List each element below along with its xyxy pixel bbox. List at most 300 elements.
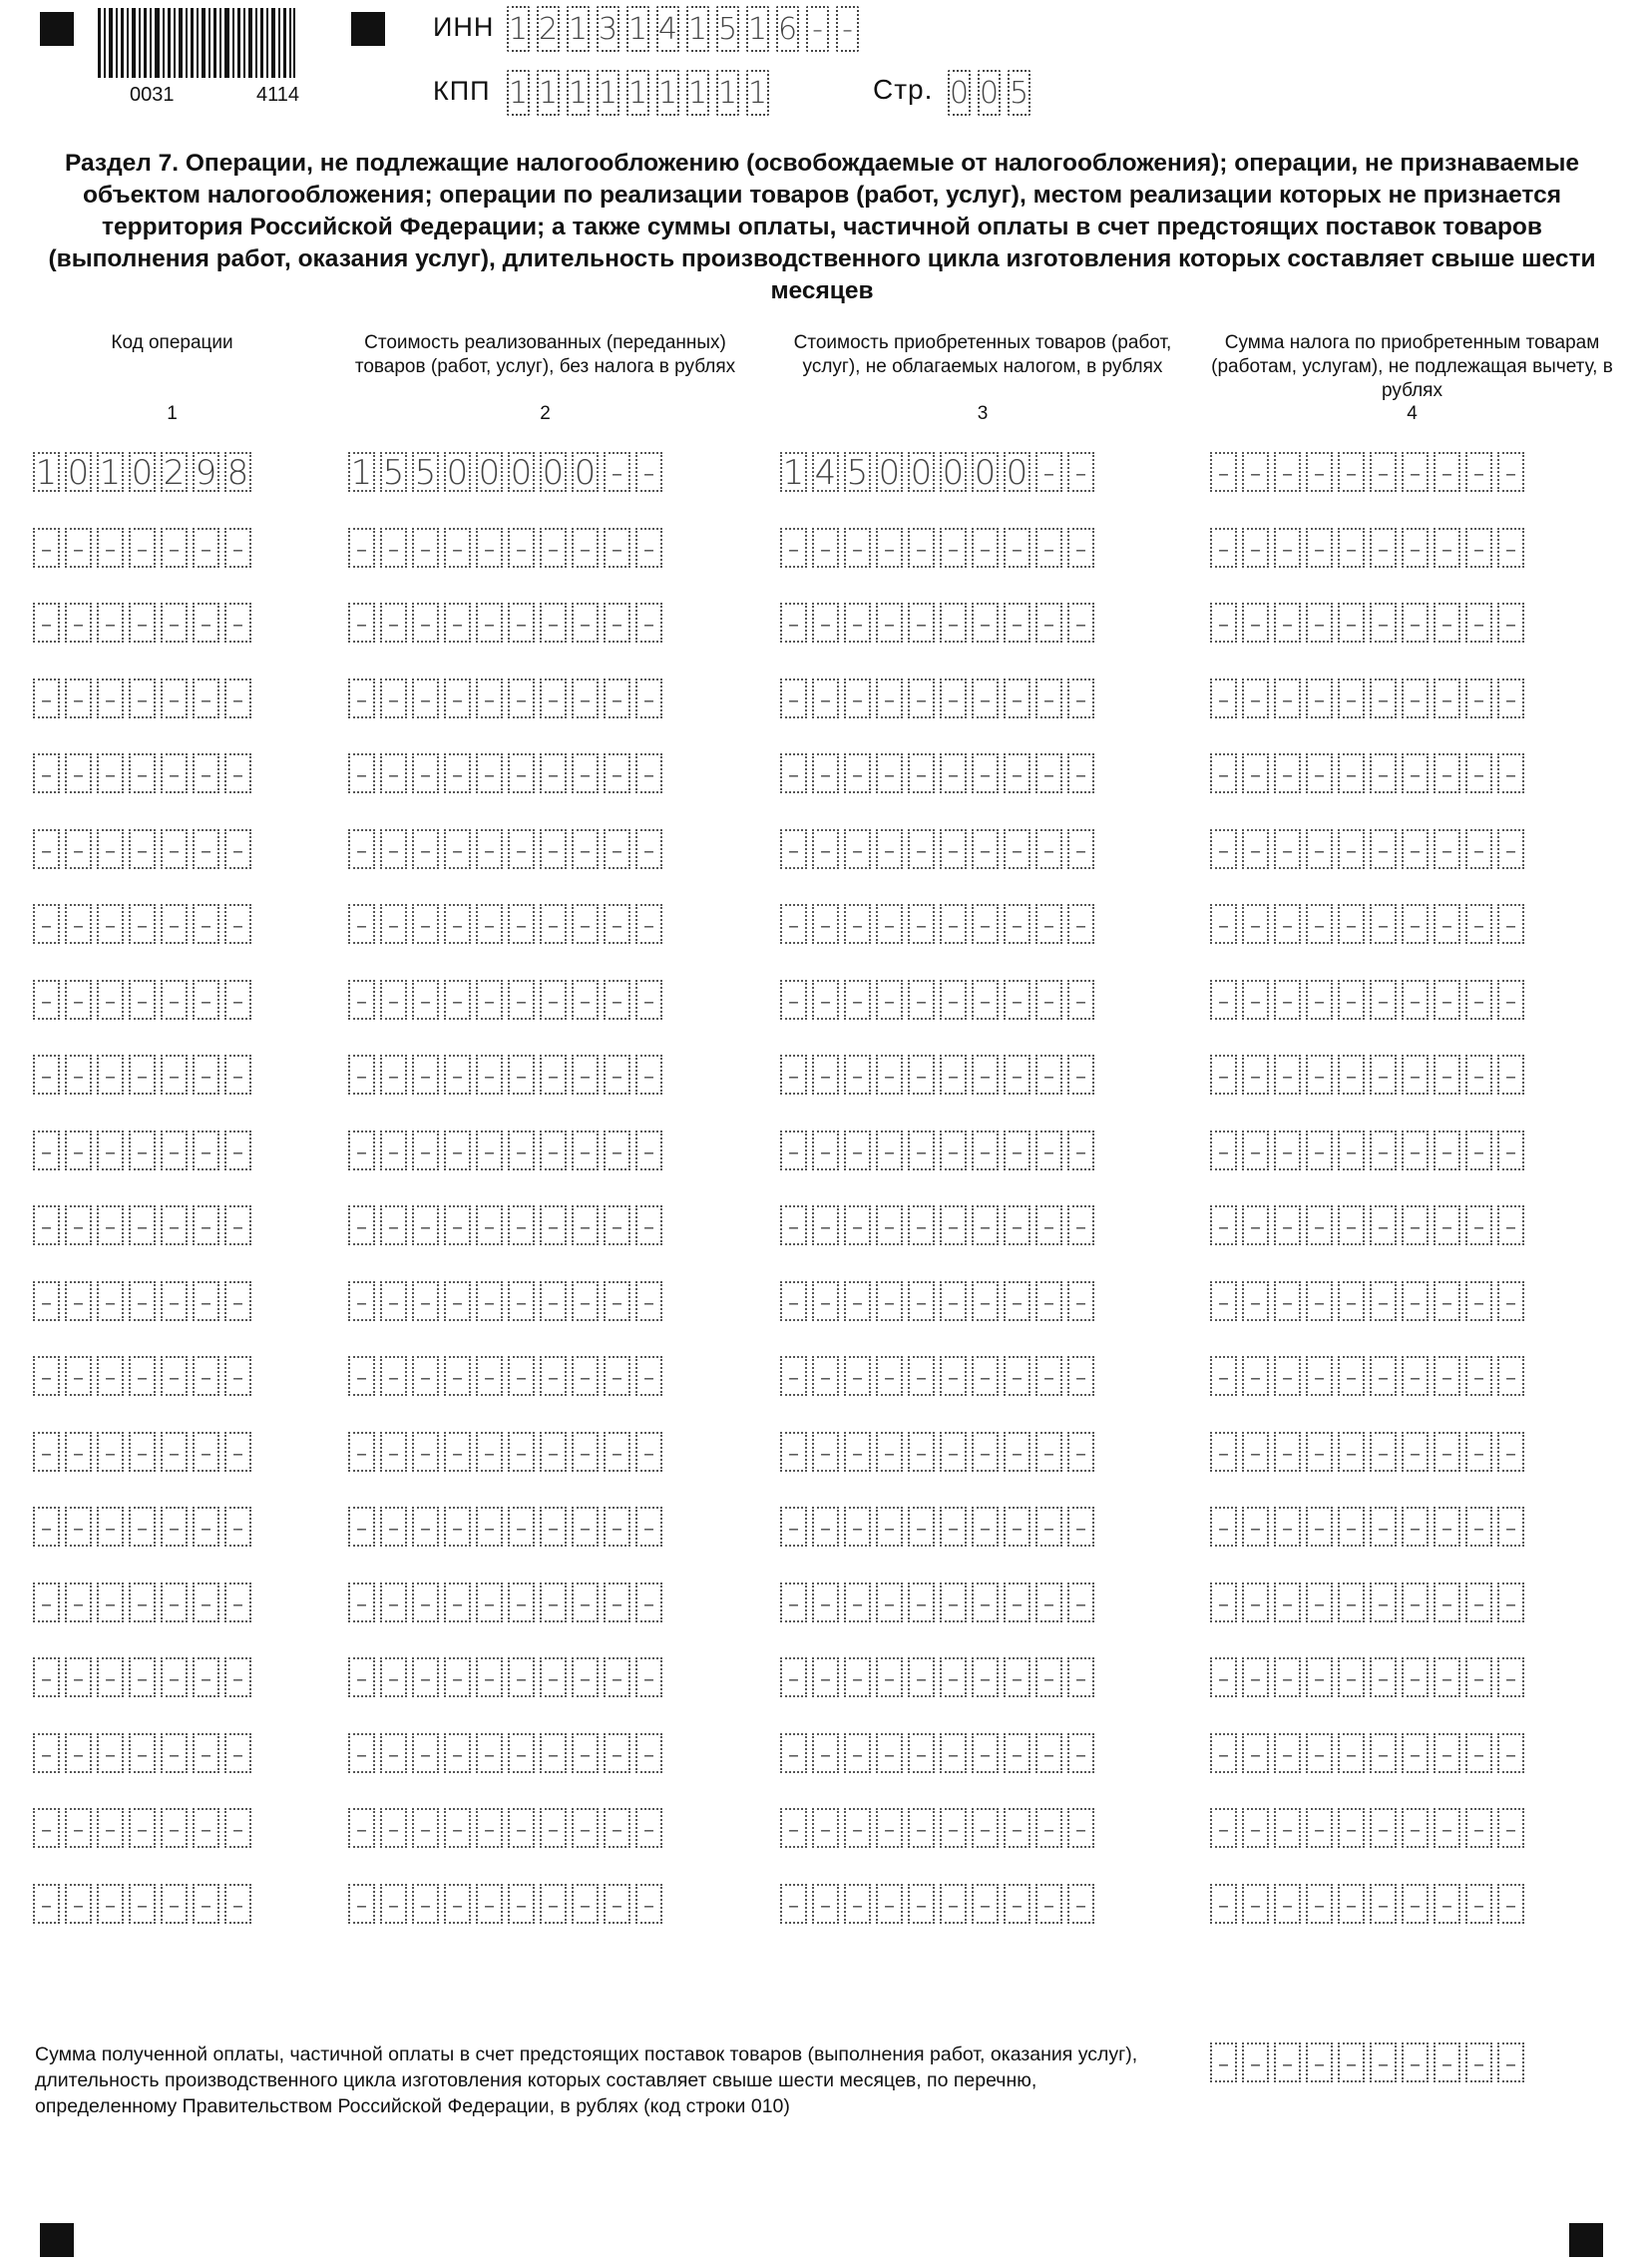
table-cell[interactable]: - — [380, 1507, 407, 1547]
table-row-col3[interactable] — [780, 829, 1094, 869]
table-cell[interactable]: - — [604, 603, 630, 643]
table-cell[interactable]: - — [33, 1657, 60, 1697]
table-cell[interactable]: - — [65, 753, 92, 793]
table-cell[interactable]: - — [604, 528, 630, 568]
table-row-col4[interactable] — [1210, 1884, 1524, 1924]
kpp-cell[interactable]: 1 — [746, 70, 769, 116]
table-cell[interactable]: - — [476, 1281, 503, 1321]
table-cell[interactable]: - — [508, 679, 535, 718]
table-cell[interactable]: - — [1338, 980, 1365, 1020]
table-cell[interactable]: - — [1306, 1507, 1333, 1547]
table-cell[interactable]: - — [1465, 829, 1492, 869]
table-cell[interactable]: - — [476, 603, 503, 643]
table-cell[interactable]: - — [540, 1733, 567, 1773]
table-cell[interactable]: - — [476, 980, 503, 1020]
table-cell[interactable]: - — [940, 1507, 967, 1547]
table-cell[interactable]: - — [1370, 679, 1397, 718]
table-cell[interactable]: - — [1035, 1583, 1062, 1622]
table-cell[interactable]: - — [604, 679, 630, 718]
table-cell[interactable]: - — [1242, 452, 1269, 492]
table-cell[interactable]: - — [635, 829, 662, 869]
table-cell[interactable]: - — [1434, 1733, 1460, 1773]
table-cell[interactable]: - — [1242, 829, 1269, 869]
table-cell[interactable]: - — [348, 528, 375, 568]
table-cell[interactable]: - — [348, 1733, 375, 1773]
table-cell[interactable]: 0 — [476, 452, 503, 492]
table-cell[interactable]: - — [1434, 1356, 1460, 1396]
table-cell[interactable]: - — [508, 1583, 535, 1622]
table-cell[interactable]: - — [780, 980, 807, 1020]
table-cell[interactable]: - — [1434, 1281, 1460, 1321]
table-cell[interactable]: - — [380, 1432, 407, 1472]
table-cell[interactable]: 1 — [348, 452, 375, 492]
table-row-col2[interactable] — [348, 679, 662, 718]
table-cell[interactable]: - — [33, 1808, 60, 1848]
table-cell[interactable]: - — [812, 829, 839, 869]
table-cell[interactable]: - — [1004, 829, 1030, 869]
table-cell[interactable]: - — [444, 1657, 471, 1697]
table-cell[interactable]: - — [1035, 1884, 1062, 1924]
table-row-col3[interactable] — [780, 528, 1094, 568]
table-cell[interactable]: - — [508, 753, 535, 793]
table-row-col4[interactable] — [1210, 603, 1524, 643]
table-cell[interactable]: - — [129, 1356, 156, 1396]
table-cell[interactable]: - — [908, 528, 935, 568]
table-cell[interactable]: - — [908, 1356, 935, 1396]
table-cell[interactable]: - — [1067, 1356, 1094, 1396]
table-row-col2[interactable] — [348, 1205, 662, 1245]
table-cell[interactable]: - — [604, 980, 630, 1020]
table-cell[interactable]: - — [193, 603, 219, 643]
table-cell[interactable]: - — [1370, 1205, 1397, 1245]
table-cell[interactable]: - — [1274, 1583, 1301, 1622]
table-cell[interactable]: - — [908, 1657, 935, 1697]
table-cell[interactable]: - — [780, 1733, 807, 1773]
table-cell[interactable]: - — [604, 753, 630, 793]
table-cell[interactable]: - — [1402, 1733, 1429, 1773]
table-cell[interactable]: - — [1338, 1657, 1365, 1697]
table-cell[interactable]: - — [193, 1507, 219, 1547]
table-cell[interactable]: - — [1465, 1884, 1492, 1924]
table-cell[interactable]: - — [1067, 1884, 1094, 1924]
table-cell[interactable]: - — [780, 904, 807, 944]
table-cell[interactable]: - — [97, 1733, 124, 1773]
table-cell[interactable]: - — [193, 829, 219, 869]
table-row-col2[interactable] — [348, 904, 662, 944]
table-cell[interactable]: - — [540, 1808, 567, 1848]
table-cell[interactable]: - — [1210, 1808, 1237, 1848]
table-cell[interactable]: 8 — [224, 452, 251, 492]
table-cell[interactable]: - — [1274, 1657, 1301, 1697]
table-cell[interactable]: - — [540, 1055, 567, 1095]
table-cell[interactable]: - — [348, 1432, 375, 1472]
table-cell[interactable]: - — [1402, 753, 1429, 793]
table-cell[interactable]: - — [1004, 1733, 1030, 1773]
footer-amount-cell[interactable]: - — [1338, 2042, 1365, 2082]
table-cell[interactable]: - — [1004, 1507, 1030, 1547]
table-cell[interactable]: - — [812, 603, 839, 643]
table-cell[interactable]: - — [444, 829, 471, 869]
table-cell[interactable]: - — [780, 679, 807, 718]
table-cell[interactable]: - — [65, 1733, 92, 1773]
table-cell[interactable]: - — [508, 528, 535, 568]
table-cell[interactable]: - — [1434, 904, 1460, 944]
table-cell[interactable]: - — [635, 1657, 662, 1697]
table-cell[interactable]: - — [380, 1281, 407, 1321]
table-cell[interactable]: - — [129, 980, 156, 1020]
table-cell[interactable]: - — [1465, 1432, 1492, 1472]
table-cell[interactable]: - — [604, 1808, 630, 1848]
table-cell[interactable]: - — [844, 1281, 871, 1321]
table-cell[interactable]: - — [1338, 1131, 1365, 1170]
table-cell[interactable]: - — [1210, 1583, 1237, 1622]
table-row-col1[interactable] — [33, 1055, 251, 1095]
table-cell[interactable]: - — [1370, 528, 1397, 568]
table-cell[interactable]: - — [193, 980, 219, 1020]
table-cell[interactable]: - — [1370, 1583, 1397, 1622]
table-cell[interactable]: - — [1210, 1733, 1237, 1773]
table-row-col4[interactable] — [1210, 753, 1524, 793]
page-cell[interactable]: 0 — [948, 70, 971, 116]
table-cell[interactable]: - — [604, 1432, 630, 1472]
table-row-col2[interactable] — [348, 753, 662, 793]
table-row-col3[interactable] — [780, 1507, 1094, 1547]
table-cell[interactable]: - — [1242, 1583, 1269, 1622]
table-cell[interactable]: 5 — [380, 452, 407, 492]
table-cell[interactable]: - — [844, 1657, 871, 1697]
table-cell[interactable]: - — [65, 1055, 92, 1095]
table-cell[interactable]: - — [1402, 1507, 1429, 1547]
table-cell[interactable]: - — [844, 1884, 871, 1924]
table-cell[interactable]: - — [193, 1281, 219, 1321]
table-cell[interactable]: - — [572, 1356, 599, 1396]
table-cell[interactable]: - — [508, 1432, 535, 1472]
table-cell[interactable]: - — [1306, 679, 1333, 718]
table-cell[interactable]: - — [1497, 1055, 1524, 1095]
table-row-col3[interactable] — [780, 1808, 1094, 1848]
footer-amount-field[interactable] — [1210, 2042, 1524, 2082]
table-cell[interactable]: - — [604, 1884, 630, 1924]
table-cell[interactable]: - — [1242, 603, 1269, 643]
table-cell[interactable]: - — [940, 1205, 967, 1245]
table-cell[interactable]: - — [1434, 528, 1460, 568]
table-cell[interactable]: - — [876, 1281, 903, 1321]
table-cell[interactable]: - — [444, 603, 471, 643]
table-cell[interactable]: - — [65, 1356, 92, 1396]
table-cell[interactable]: - — [604, 1657, 630, 1697]
table-cell[interactable]: - — [1210, 753, 1237, 793]
table-cell[interactable]: - — [572, 1432, 599, 1472]
table-cell[interactable]: - — [940, 679, 967, 718]
table-cell[interactable]: - — [876, 603, 903, 643]
table-cell[interactable]: - — [940, 1884, 967, 1924]
table-cell[interactable]: - — [1004, 1657, 1030, 1697]
table-cell[interactable]: - — [1242, 528, 1269, 568]
table-row-col1[interactable] — [33, 452, 251, 492]
table-cell[interactable]: - — [1465, 1055, 1492, 1095]
table-row-col4[interactable] — [1210, 1205, 1524, 1245]
table-cell[interactable]: - — [1465, 452, 1492, 492]
table-cell[interactable]: - — [1402, 1205, 1429, 1245]
table-cell[interactable]: - — [1434, 1205, 1460, 1245]
table-cell[interactable]: - — [1242, 980, 1269, 1020]
table-cell[interactable]: - — [972, 829, 999, 869]
table-cell[interactable]: - — [1370, 980, 1397, 1020]
table-cell[interactable]: - — [1402, 1055, 1429, 1095]
table-cell[interactable]: - — [1434, 829, 1460, 869]
table-cell[interactable]: - — [908, 904, 935, 944]
table-cell[interactable]: - — [65, 1205, 92, 1245]
table-row-col1[interactable] — [33, 753, 251, 793]
table-cell[interactable]: - — [33, 753, 60, 793]
kpp-cell[interactable]: 1 — [507, 70, 530, 116]
footer-amount-cell[interactable]: - — [1434, 2042, 1460, 2082]
table-cell[interactable]: - — [224, 1131, 251, 1170]
table-cell[interactable]: - — [908, 1281, 935, 1321]
table-cell[interactable]: 1 — [780, 452, 807, 492]
table-cell[interactable]: - — [844, 1356, 871, 1396]
table-cell[interactable]: - — [476, 1205, 503, 1245]
table-cell[interactable]: - — [412, 679, 439, 718]
table-cell[interactable]: - — [1035, 980, 1062, 1020]
table-cell[interactable]: - — [1338, 603, 1365, 643]
table-cell[interactable]: - — [876, 753, 903, 793]
table-cell[interactable]: - — [65, 1131, 92, 1170]
table-cell[interactable]: - — [604, 1583, 630, 1622]
table-cell[interactable]: - — [444, 1356, 471, 1396]
table-cell[interactable]: - — [812, 1808, 839, 1848]
table-cell[interactable]: - — [161, 1281, 188, 1321]
table-cell[interactable]: - — [33, 1733, 60, 1773]
table-cell[interactable]: - — [1274, 1808, 1301, 1848]
table-cell[interactable]: - — [1035, 1733, 1062, 1773]
table-cell[interactable]: - — [780, 1356, 807, 1396]
table-cell[interactable]: - — [65, 1507, 92, 1547]
table-cell[interactable]: - — [348, 1808, 375, 1848]
table-cell[interactable]: - — [161, 1733, 188, 1773]
table-cell[interactable]: - — [412, 753, 439, 793]
table-cell[interactable]: - — [1274, 1356, 1301, 1396]
table-cell[interactable]: - — [1306, 829, 1333, 869]
table-cell[interactable]: - — [540, 1356, 567, 1396]
table-cell[interactable]: - — [604, 1131, 630, 1170]
table-cell[interactable]: - — [97, 1657, 124, 1697]
table-cell[interactable]: - — [876, 1055, 903, 1095]
kpp-cell[interactable]: 1 — [567, 70, 590, 116]
table-cell[interactable]: - — [508, 1281, 535, 1321]
table-cell[interactable]: - — [129, 1884, 156, 1924]
footer-amount-cell[interactable]: - — [1274, 2042, 1301, 2082]
table-row-col1[interactable] — [33, 1657, 251, 1697]
table-cell[interactable]: - — [940, 1808, 967, 1848]
table-cell[interactable]: - — [348, 1131, 375, 1170]
table-cell[interactable]: - — [129, 1131, 156, 1170]
table-cell[interactable]: 0 — [444, 452, 471, 492]
table-cell[interactable]: - — [812, 1507, 839, 1547]
table-cell[interactable]: - — [476, 1657, 503, 1697]
table-cell[interactable]: - — [508, 1808, 535, 1848]
table-cell[interactable]: - — [1210, 452, 1237, 492]
table-cell[interactable]: - — [1434, 603, 1460, 643]
table-cell[interactable]: - — [224, 1507, 251, 1547]
table-cell[interactable]: - — [1067, 753, 1094, 793]
table-cell[interactable]: - — [1306, 1205, 1333, 1245]
table-cell[interactable]: - — [97, 1583, 124, 1622]
table-cell[interactable]: - — [540, 603, 567, 643]
kpp-cell[interactable]: 1 — [597, 70, 619, 116]
table-cell[interactable]: - — [844, 603, 871, 643]
table-cell[interactable]: - — [380, 1356, 407, 1396]
table-cell[interactable]: - — [876, 1808, 903, 1848]
inn-cell[interactable]: - — [806, 6, 829, 52]
table-cell[interactable]: - — [1402, 603, 1429, 643]
table-cell[interactable]: - — [33, 1432, 60, 1472]
table-cell[interactable]: - — [97, 603, 124, 643]
table-row-col1[interactable] — [33, 829, 251, 869]
table-row-col4[interactable] — [1210, 1507, 1524, 1547]
table-cell[interactable]: - — [540, 679, 567, 718]
table-cell[interactable]: - — [1210, 1507, 1237, 1547]
table-cell[interactable]: - — [1465, 1356, 1492, 1396]
table-cell[interactable]: - — [1402, 904, 1429, 944]
table-row-col4[interactable] — [1210, 1356, 1524, 1396]
table-cell[interactable]: - — [572, 1808, 599, 1848]
table-cell[interactable]: - — [908, 1432, 935, 1472]
table-cell[interactable]: - — [572, 1583, 599, 1622]
table-cell[interactable]: 0 — [540, 452, 567, 492]
table-cell[interactable]: 0 — [940, 452, 967, 492]
table-cell[interactable]: - — [412, 603, 439, 643]
table-cell[interactable]: - — [1370, 1507, 1397, 1547]
table-cell[interactable]: - — [1242, 679, 1269, 718]
table-cell[interactable]: - — [844, 528, 871, 568]
table-cell[interactable]: - — [97, 1205, 124, 1245]
table-cell[interactable]: - — [129, 1507, 156, 1547]
table-cell[interactable]: - — [1370, 1733, 1397, 1773]
table-cell[interactable]: - — [1338, 1583, 1365, 1622]
table-cell[interactable]: - — [972, 1884, 999, 1924]
table-cell[interactable]: - — [972, 528, 999, 568]
table-cell[interactable]: - — [1497, 1507, 1524, 1547]
table-cell[interactable]: - — [1338, 904, 1365, 944]
table-cell[interactable]: - — [972, 1583, 999, 1622]
table-cell[interactable]: - — [161, 829, 188, 869]
table-cell[interactable]: - — [812, 528, 839, 568]
table-cell[interactable]: - — [908, 1884, 935, 1924]
table-cell[interactable]: - — [508, 603, 535, 643]
table-cell[interactable]: - — [129, 904, 156, 944]
table-cell[interactable]: - — [972, 1055, 999, 1095]
table-cell[interactable]: - — [1465, 679, 1492, 718]
table-cell[interactable]: - — [1274, 528, 1301, 568]
table-cell[interactable]: - — [572, 904, 599, 944]
table-cell[interactable]: - — [940, 528, 967, 568]
table-cell[interactable]: - — [604, 1281, 630, 1321]
table-cell[interactable]: - — [1210, 679, 1237, 718]
table-cell[interactable]: - — [572, 829, 599, 869]
table-cell[interactable]: - — [65, 1808, 92, 1848]
table-cell[interactable]: - — [65, 1884, 92, 1924]
table-cell[interactable]: - — [380, 1884, 407, 1924]
table-cell[interactable]: - — [193, 528, 219, 568]
table-cell[interactable]: - — [33, 1131, 60, 1170]
table-cell[interactable]: - — [635, 980, 662, 1020]
table-cell[interactable]: - — [572, 1205, 599, 1245]
table-row-col4[interactable] — [1210, 1583, 1524, 1622]
table-cell[interactable]: - — [1497, 1281, 1524, 1321]
table-cell[interactable]: - — [97, 1808, 124, 1848]
table-cell[interactable]: - — [876, 980, 903, 1020]
table-cell[interactable]: - — [1067, 528, 1094, 568]
table-cell[interactable]: - — [1274, 1055, 1301, 1095]
table-cell[interactable]: - — [444, 528, 471, 568]
table-row-col3[interactable] — [780, 1205, 1094, 1245]
table-cell[interactable]: - — [940, 829, 967, 869]
table-cell[interactable]: - — [1497, 1205, 1524, 1245]
table-cell[interactable]: - — [224, 1281, 251, 1321]
table-cell[interactable]: - — [1210, 1131, 1237, 1170]
table-cell[interactable]: - — [940, 1733, 967, 1773]
table-cell[interactable]: - — [1210, 1884, 1237, 1924]
table-cell[interactable]: - — [380, 980, 407, 1020]
table-cell[interactable]: - — [224, 753, 251, 793]
table-cell[interactable]: - — [1497, 753, 1524, 793]
table-cell[interactable]: 0 — [876, 452, 903, 492]
table-row-col4[interactable] — [1210, 528, 1524, 568]
table-row-col1[interactable] — [33, 679, 251, 718]
table-cell[interactable]: - — [1210, 603, 1237, 643]
table-cell[interactable]: - — [1370, 1281, 1397, 1321]
table-cell[interactable]: - — [1067, 1205, 1094, 1245]
table-cell[interactable]: - — [908, 603, 935, 643]
table-cell[interactable]: - — [908, 1055, 935, 1095]
table-cell[interactable]: 1 — [33, 452, 60, 492]
table-row-col1[interactable] — [33, 1131, 251, 1170]
table-row-col2[interactable] — [348, 1055, 662, 1095]
table-cell[interactable]: - — [1465, 1281, 1492, 1321]
table-cell[interactable]: - — [1242, 1657, 1269, 1697]
table-cell[interactable]: - — [1465, 603, 1492, 643]
table-cell[interactable]: - — [972, 753, 999, 793]
table-cell[interactable]: - — [780, 1884, 807, 1924]
table-cell[interactable]: - — [1434, 753, 1460, 793]
table-row-col4[interactable] — [1210, 829, 1524, 869]
table-cell[interactable]: - — [780, 1432, 807, 1472]
table-cell[interactable]: - — [780, 1281, 807, 1321]
table-cell[interactable]: - — [876, 1205, 903, 1245]
table-cell[interactable]: - — [380, 1733, 407, 1773]
table-cell[interactable]: - — [129, 829, 156, 869]
table-cell[interactable]: - — [65, 1657, 92, 1697]
page-number-field[interactable] — [948, 70, 1030, 116]
table-cell[interactable]: - — [940, 904, 967, 944]
table-cell[interactable]: - — [1370, 1131, 1397, 1170]
table-cell[interactable]: - — [572, 1733, 599, 1773]
table-cell[interactable]: - — [972, 1131, 999, 1170]
table-cell[interactable]: - — [1434, 1583, 1460, 1622]
table-cell[interactable]: - — [193, 753, 219, 793]
table-row-col3[interactable] — [780, 1583, 1094, 1622]
footer-amount-cell[interactable]: - — [1210, 2042, 1237, 2082]
table-cell[interactable]: - — [193, 1657, 219, 1697]
table-cell[interactable]: - — [540, 753, 567, 793]
table-cell[interactable]: - — [780, 829, 807, 869]
table-cell[interactable]: - — [412, 980, 439, 1020]
table-cell[interactable]: - — [908, 679, 935, 718]
table-cell[interactable]: - — [1067, 904, 1094, 944]
table-cell[interactable]: - — [780, 1808, 807, 1848]
footer-amount-cell[interactable]: - — [1497, 2042, 1524, 2082]
